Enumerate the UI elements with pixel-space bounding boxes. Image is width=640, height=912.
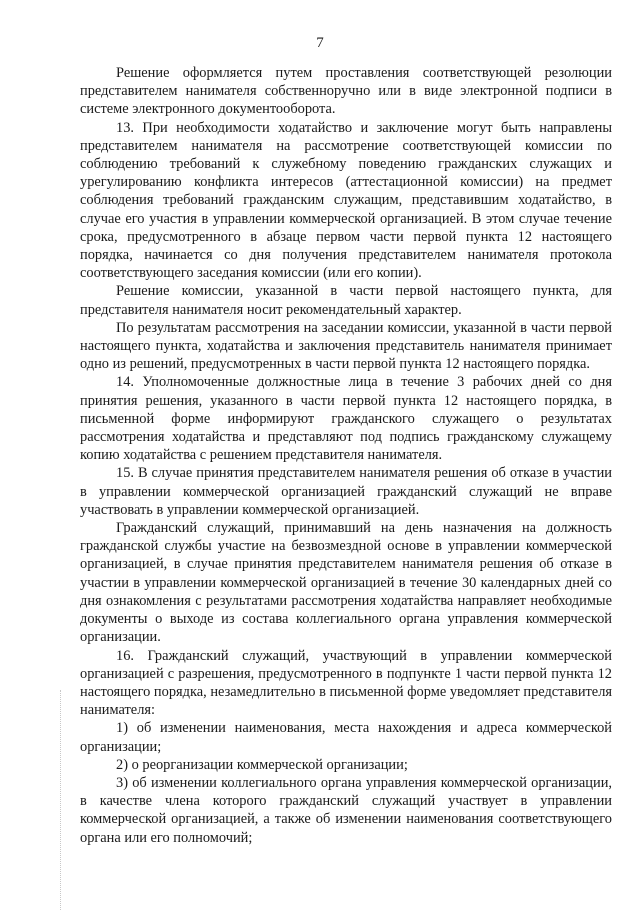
paragraph-item-16: 16. Гражданский служащий, участвующий в управлении коммерческой организацией с разрешения, предусмотренного в подпункте 1 части первой пункта 12 настоящего порядка, незамедлительно в письменной форме уведомляет представителя нанимателя: <box>80 647 612 719</box>
paragraph-item-13: 13. При необходимости ходатайство и заключение могут быть направлены представителем нанимателя на рассмотрение соответствующей комиссии по соблюдению требований к служебному поведению гражданских служащих и урегулированию конфликта интересов (аттестационной комиссии) на предмет соблюдения требований гражданским служащим, представившим ходатайство, в случае его участия в управлении коммерческой организацией. В этом случае течение срока, предусмотренного в абзаце первом части первой пункта 12 настоящего порядка, начинается со дня получения представителем нанимателя протокола соответствующего заседания комиссии (или его копии). <box>80 119 612 282</box>
paragraph-resolution: Решение оформляется путем проставления соответствующей резолюции представителем нанимателя собственноручно или в виде электронной подписи в системе электронного документооборота. <box>80 65 612 118</box>
paragraph-item-14: 14. Уполномоченные должностные лица в течение 3 рабочих дней со дня принятия решения, указанного в части первой пункта 12 настоящего порядка, в письменной форме информируют гражданского служащего о результатах рассмотрения ходатайства и представляют под подпись гражданскому служащему копию ходатайства с решением представителя нанимателя. <box>80 374 612 464</box>
page-number: 7 <box>316 35 324 51</box>
list-item-2: 2) о реорганизации коммерческой организации; <box>116 756 408 773</box>
paragraph-resignation: Гражданский служащий, принимавший на день назначения на должность гражданской службы участие на безвозмездной основе в управлении коммерческой организацией, в случае принятия представителем нанимателя решения об отказе в участии в управлении коммерческой организацией в течение 30 календарных дней со дня ознакомления с результатами рассмотрения ходатайства направляет необходимые документы о выходе из состава коллегиального органа управления коммерческой организации. <box>80 520 612 646</box>
scan-edge-mark <box>60 690 62 910</box>
list-item-1: 1) об изменении наименования, места нахождения и адреса коммерческой организации; <box>80 720 612 755</box>
document-body <box>80 64 612 847</box>
paragraph-item-15: 15. В случае принятия представителем нанимателя решения об отказе в участии в управлении коммерческой организацией гражданский служащий не вправе участвовать в управлении коммерческой организацией. <box>80 465 612 518</box>
paragraph-review-results: По результатам рассмотрения на заседании комиссии, указанной в части первой настоящего пункта, ходатайства и заключения представитель нанимателя принимает одно из решений, предусмотренных в части первой пункта 12 настоящего порядка. <box>80 319 612 373</box>
paragraph-commission-decision: Решение комиссии, указанной в части первой настоящего пункта, для представителя нанимателя носит рекомендательный характер. <box>80 283 612 318</box>
list-item-3: 3) об изменении коллегиального органа управления коммерческой организации, в качестве члена которого гражданский служащий участвует в управлении коммерческой организацией, а также об изменении наименования соответствующего органа или его полномочий; <box>80 774 612 846</box>
